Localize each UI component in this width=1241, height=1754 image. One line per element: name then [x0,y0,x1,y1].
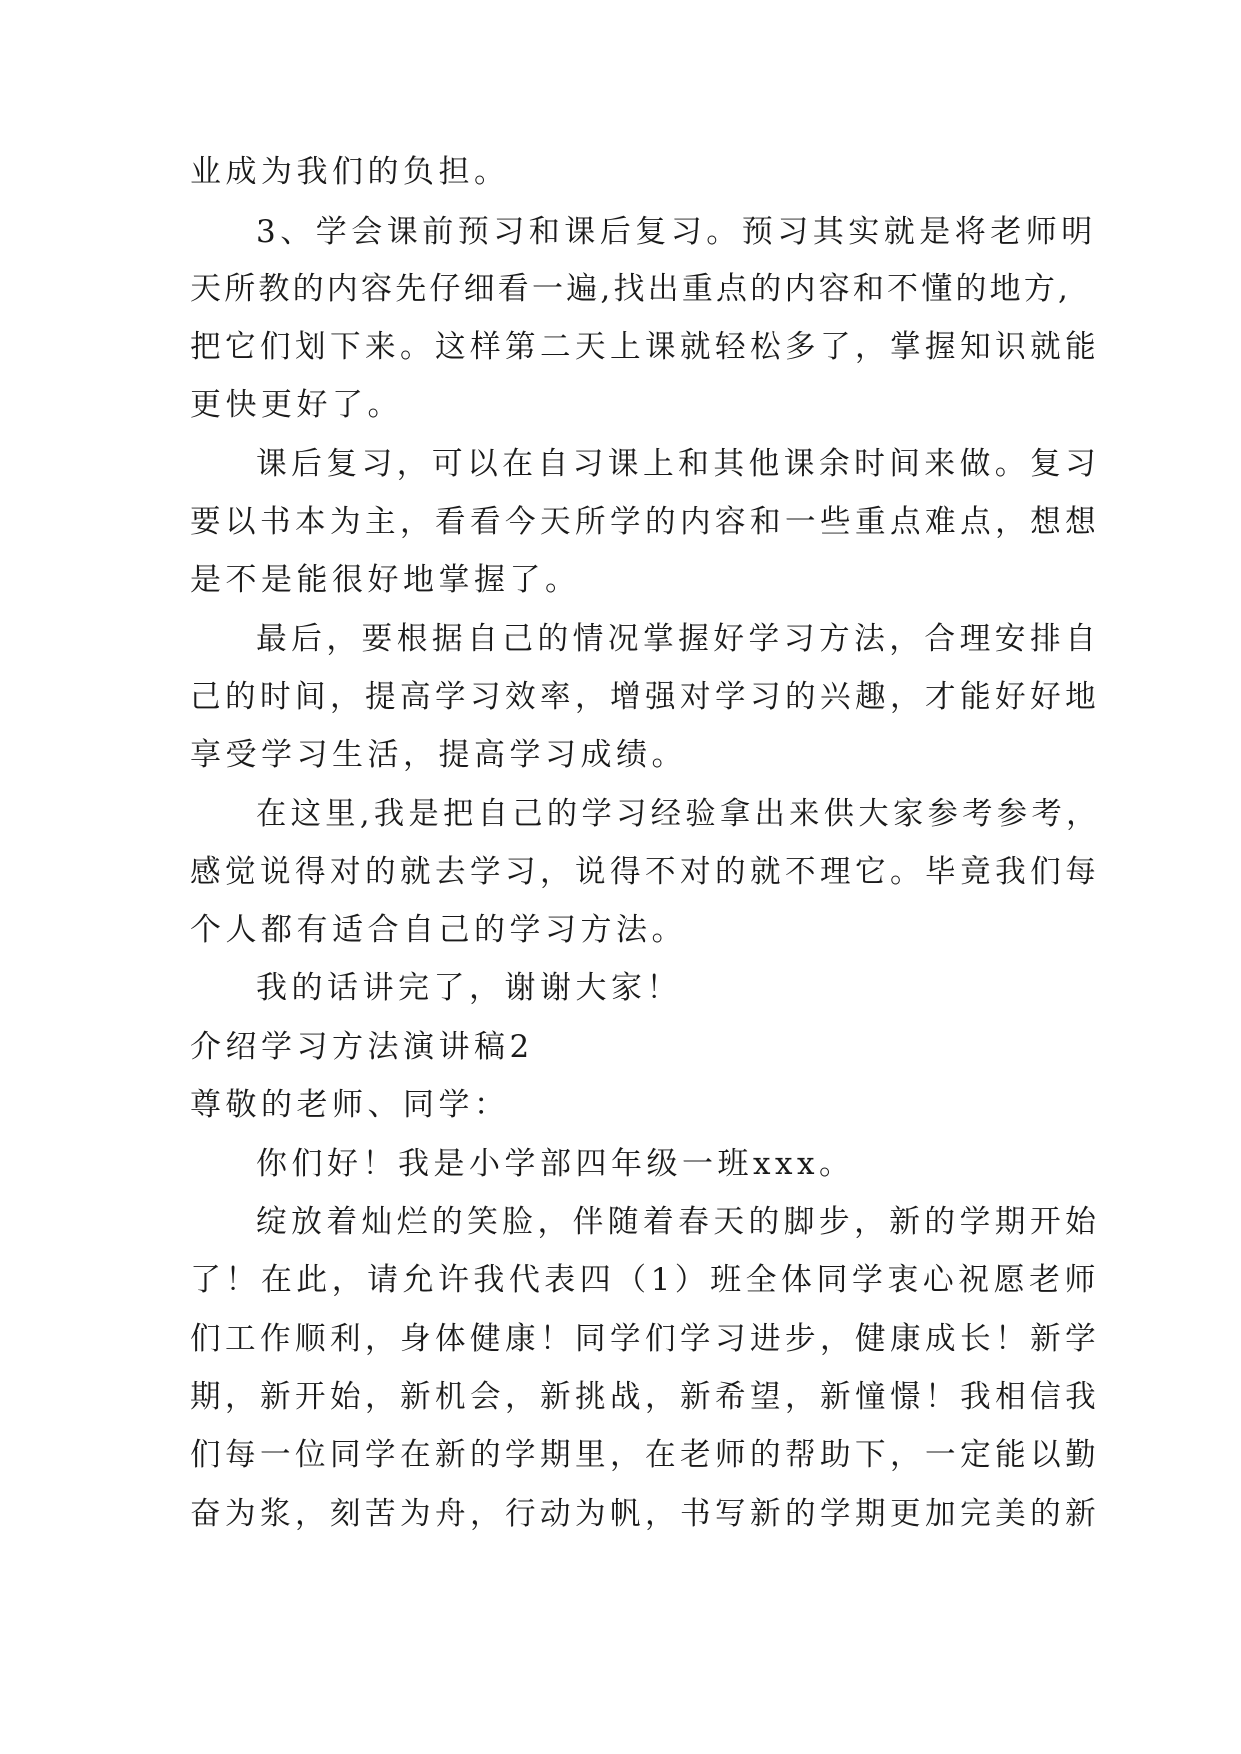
text-line: 业成为我们的负担。 [190,154,510,190]
section-heading: 介绍学习方法演讲稿2 [190,1029,534,1065]
text-line: 你们好！我是小学部四年级一班xxx。 [256,1146,855,1182]
text-line: 奋为浆，刻苦为舟，行动为帆，书写新的学期更加完美的新 [190,1496,1101,1532]
text-line: 要以书本为主，看看今天所学的内容和一些重点难点，想想 [190,504,1101,540]
text-line: 最后，要根据自己的情况掌握好学习方法，合理安排自 [256,621,1101,657]
text-line: 把它们划下来。这样第二天上课就轻松多了，掌握知识就能 [190,329,1101,365]
text-line: 享受学习生活，提高学习成绩。 [190,737,687,773]
text-line: 感觉说得对的就去学习，说得不对的就不理它。毕竟我们每 [190,854,1101,890]
text-line: 我的话讲完了，谢谢大家！ [256,970,682,1006]
text-line: 个人都有适合自己的学习方法。 [190,912,687,948]
text-line: 更快更好了。 [190,387,403,423]
text-line: 在这里,我是把自己的学习经验拿出来供大家参考参考， [256,796,1101,832]
text-line: 3、学会课前预习和课后复习。预习其实就是将老师明 [256,214,1097,250]
text-line: 了！在此，请允许我代表四（1）班全体同学衷心祝愿老师 [190,1262,1100,1298]
text-line: 绽放着灿烂的笑脸，伴随着春天的脚步，新的学期开始 [256,1204,1101,1240]
text-line: 课后复习，可以在自习课上和其他课余时间来做。复习 [256,446,1101,482]
text-line: 天所教的内容先仔细看一遍,找出重点的内容和不懂的地方, [190,271,1072,307]
text-line: 期，新开始，新机会，新挑战，新希望，新憧憬！我相信我 [190,1379,1101,1415]
text-line: 是不是能很好地掌握了。 [190,562,581,598]
text-line: 们每一位同学在新的学期里，在老师的帮助下，一定能以勤 [190,1437,1101,1473]
text-line: 们工作顺利，身体健康！同学们学习进步，健康成长！新学 [190,1321,1101,1357]
salutation: 尊敬的老师、同学： [190,1087,510,1123]
text-line: 己的时间，提高学习效率，增强对学习的兴趣，才能好好地 [190,679,1101,715]
